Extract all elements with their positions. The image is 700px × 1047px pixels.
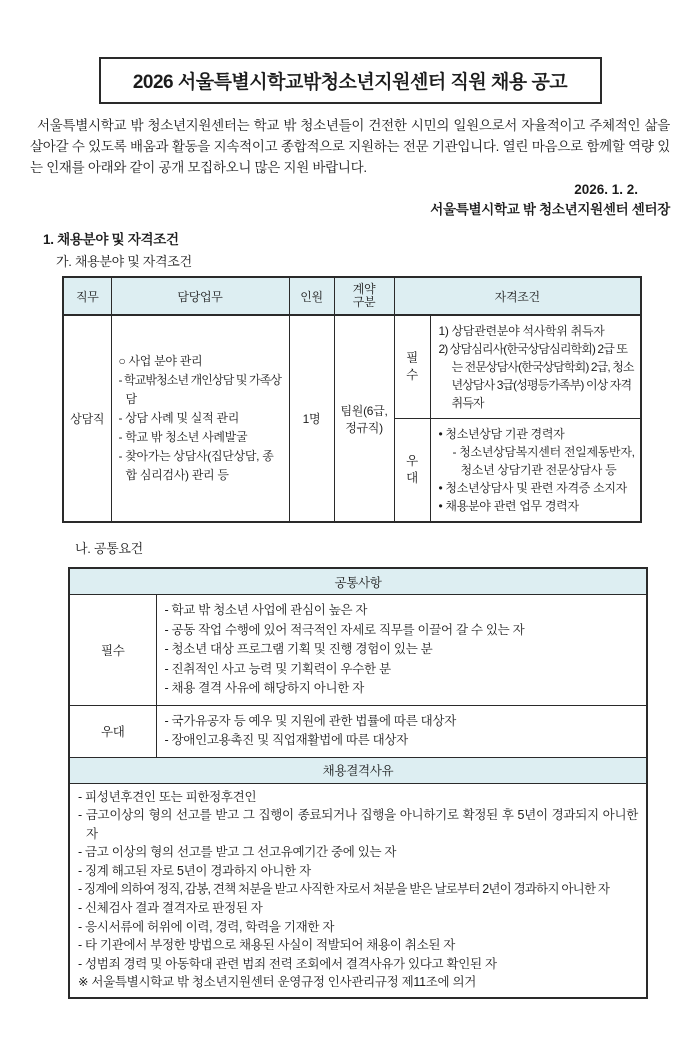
required-label-cell: 필 수 <box>394 315 430 419</box>
disqualification-cell <box>69 783 647 998</box>
duties-list: ○ 사업 분야 관리 - 학교밖청소년 개인상담 및 가족상담 - 상담 사례 및 실적 관리 - 학교 밖 청소년 사례발굴 - 찾아가는 상담사(집단상담, 종합 심리검사) 관리 등 <box>118 354 282 482</box>
disqualification-list: - 피성년후견인 또는 피한정후견인 - 금고이상의 형의 선고를 받고 그 집행이 종료되거나 집행을 아니하기로 확정된 후 5년이 경과되지 아니한 자 - 금고 이상의 형의 선고를 받고 그 선고유예기간 중에 있는 자 - 징계 해고된 자로 5년이 경과하지 아니한 자 - 징계에 의하여 정직, 감봉, 견책 처분을 받고 사직한 자로서 처분을 받은 날로부터 2년이 경과하지 아니한 자 - 신체검사 결과 결격자로 판정된 자 - 응시서류에 허위에 이력, 경력, 학력을 기재한 자 - 타 기관에서 부정한 방법으로 채용된 사실이 적발되어 채용이 취소된 자 - 성범죄 경력 및 아동학대 관련 범죄 전력 조회에서 결격사유가 있다고 확인된 자 ※ 서울특별시학교 밖 청소년지원센터 운영규정 인사관리규정 제11조에 의거 <box>78 789 638 990</box>
common-required-label: 필수 <box>69 595 156 706</box>
common-header: 공통사항 <box>69 568 647 595</box>
col-header-contract <box>334 277 394 315</box>
document-page <box>0 57 700 1047</box>
sub-heading-b: 나. 공통요건 <box>75 541 143 556</box>
common-required-list: - 학교 밖 청소년 사업에 관심이 높은 자 - 공동 작업 수행에 있어 적극적인 자세로 직무를 이끌어 갈 수 있는 자 - 청소년 대상 프로그램 기획 및 진행 경험이 있는 분 - 진취적인 사고 능력 및 기획력이 우수한 분 - 채용 결격 사유에 해당하지 아니한 자 <box>164 603 525 695</box>
required-qualifications-list: 1) 상담관련분야 석사학위 취득자 2) 상담심리사(한국상담심리학회) 2급 또는 전문상담사(한국상담학회) 2급, 청소년상담사 3급(성평등가족부) 이상 자격취득자 <box>438 324 634 410</box>
document-title: 2026 서울특별시학교밖청소년지원센터 직원 채용 공고 <box>132 72 568 93</box>
col-header-job: 직무 <box>63 277 111 315</box>
duties-cell <box>111 315 289 522</box>
intro-paragraph: 서울특별시학교 밖 청소년지원센터는 학교 밖 청소년들이 건전한 시민의 일원으로서 자율적이고 주체적인 삶을 살아갈 수 있도록 배움과 활동을 지속적이고 종합적으로 지원하는 전문 기관입니다. 열린 마음으로 함께할 역량 있는 인재를 아래와 같이 공개 모집하오니 많은 지원 바랍니다. <box>30 118 670 175</box>
disqualification-header: 채용결격사유 <box>69 757 647 783</box>
job-cell: 상담직 <box>63 315 111 522</box>
section-heading-1: 1. 채용분야 및 자격조건 <box>43 232 179 247</box>
col-header-contract-line1: 계약 <box>352 282 376 296</box>
preferred-qualifications-list: • 청소년상담 기관 경력자 - 청소년상담복지센터 전일제동반자, 청소년 상담기관 전문상담사 등 • 청소년상담사 및 관련 자격증 소지자 • 채용분야 관련 업무 경력자 <box>438 427 635 513</box>
common-preferred-cell <box>156 705 647 757</box>
common-preferred-row <box>69 705 647 757</box>
common-preferred-label: 우대 <box>69 705 156 757</box>
common-required-cell <box>156 595 647 706</box>
title-box <box>99 57 602 104</box>
common-requirements-table <box>68 567 648 999</box>
common-header-row <box>69 568 647 595</box>
recruit-table-header-row <box>63 277 641 315</box>
col-header-headcount: 인원 <box>289 277 334 315</box>
contract-cell: 팀원(6급, 정규직) <box>334 315 394 522</box>
col-header-contract-line2: 구분 <box>352 295 376 309</box>
recruit-table-row-required <box>63 315 641 419</box>
sub-heading-a: 가. 채용분야 및 자격조건 <box>56 254 192 269</box>
disqualification-row <box>69 783 647 998</box>
headcount-cell: 1명 <box>289 315 334 522</box>
common-required-row <box>69 595 647 706</box>
col-header-duties: 담당업무 <box>111 277 289 315</box>
disqualification-header-row <box>69 757 647 783</box>
col-header-qualification: 자격조건 <box>394 277 641 315</box>
common-preferred-list: - 국가유공자 등 예우 및 지원에 관한 법률에 따른 대상자 - 장애인고용촉진 및 직업재활법에 따른 대상자 <box>164 713 456 747</box>
signer-line: 서울특별시학교 밖 청소년지원센터 센터장 <box>430 202 670 217</box>
date-line: 2026. 1. 2. <box>574 182 638 197</box>
recruit-table <box>62 276 642 523</box>
preferred-label-cell: 우 대 <box>394 419 430 523</box>
required-qualifications-cell <box>430 315 641 419</box>
preferred-qualifications-cell <box>430 419 641 523</box>
